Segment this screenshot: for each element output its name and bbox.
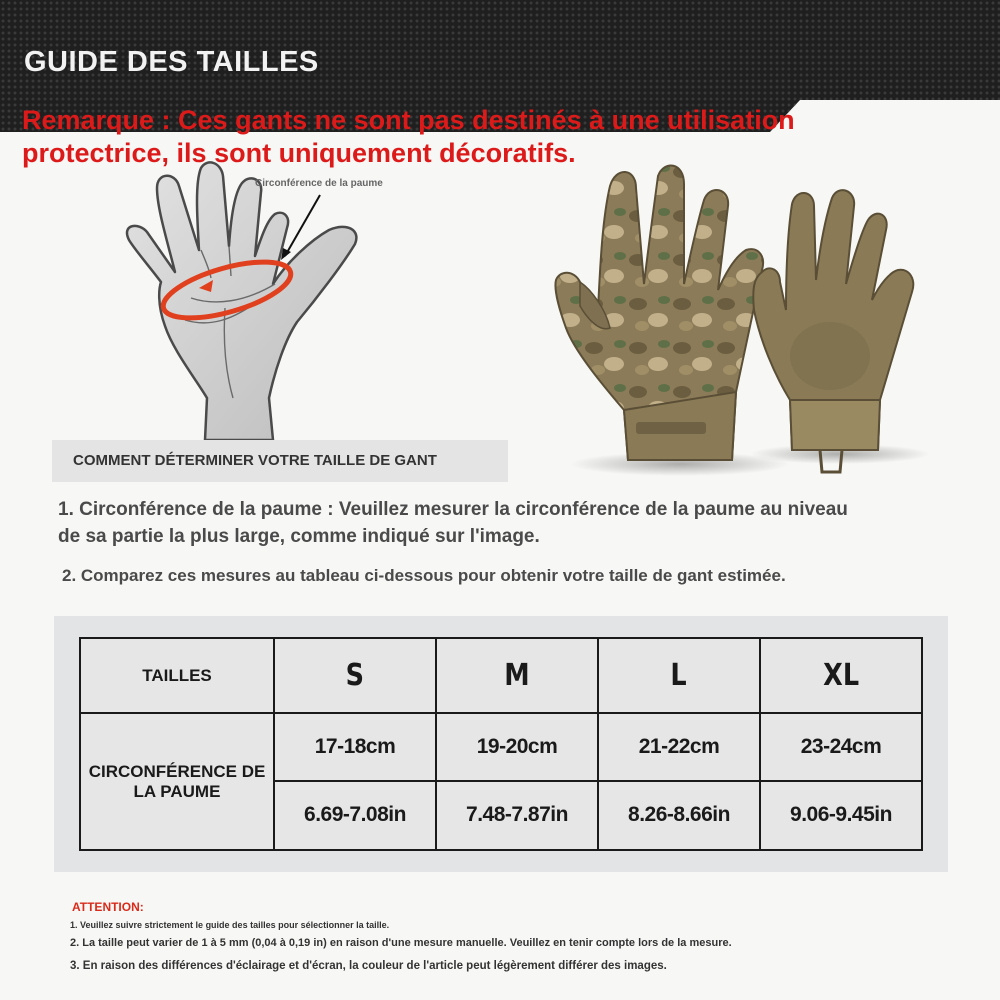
size-header-row — [80, 638, 922, 713]
size-l: L — [670, 658, 688, 694]
attention-note-3: 3. En raison des différences d'éclairage et d'écran, la couleur de l'article peut légèrement différer des images. — [70, 960, 667, 972]
cm-value-l: 21-22cm — [598, 713, 760, 780]
size-xl: XL — [823, 658, 859, 694]
attention-title: ATTENTION: — [72, 900, 144, 914]
attention-note-2: 2. La taille peut varier de 1 à 5 mm (0,04 à 0,19 in) en raison d'une mesure manuelle. Veuillez en tenir compte lors de la mesure. — [70, 937, 732, 949]
hand-shape — [127, 162, 356, 440]
right-glove-palm — [753, 190, 913, 472]
cm-value-m: 19-20cm — [436, 713, 598, 780]
attention-notes — [70, 918, 732, 973]
size-table — [79, 637, 923, 851]
left-glove-back — [555, 166, 763, 460]
palm-circumference-label: Circonférence de la paume — [255, 178, 383, 189]
cm-row — [80, 713, 922, 780]
in-value-m: 7.48-7.87in — [436, 781, 598, 850]
size-m: M — [504, 658, 530, 694]
cm-value-s: 17-18cm — [274, 713, 436, 780]
palm-circumference-row-label: CIRCONFÉRENCE DE LA PAUME — [80, 713, 274, 850]
size-l-cell — [598, 638, 760, 713]
in-value-s: 6.69-7.08in — [274, 781, 436, 850]
size-s: S — [345, 658, 365, 694]
attention-note-1: 1. Veuillez suivre strictement le guide des tailles pour sélectionner la taille. — [70, 920, 390, 930]
in-value-xl: 9.06-9.45in — [760, 781, 922, 850]
size-xl-cell — [760, 638, 922, 713]
size-m-cell — [436, 638, 598, 713]
in-value-l: 8.26-8.66in — [598, 781, 760, 850]
hand-measurement-illustration — [115, 160, 385, 442]
instruction-1: 1. Circonférence de la paume : Veuillez mesurer la circonférence de la paume au niveau de sa partie la plus large, comme indiqué sur l'image. — [58, 499, 848, 547]
tailles-header: TAILLES — [80, 638, 274, 713]
cm-value-xl: 23-24cm — [760, 713, 922, 780]
gloves-product-image — [540, 160, 940, 478]
size-table-panel — [54, 616, 948, 872]
size-s-cell — [274, 638, 436, 713]
remark-notice: Remarque : Ces gants ne sont pas destinés à une utilisation protectrice, ils sont uniquement décoratifs. — [22, 105, 795, 168]
page-title: GUIDE DES TAILLES — [24, 46, 319, 78]
howto-banner: COMMENT DÉTERMINER VOTRE TAILLE DE GANT — [52, 440, 508, 482]
instruction-2: 2. Comparez ces mesures au tableau ci-dessous pour obtenir votre taille de gant estimée. — [62, 566, 786, 585]
